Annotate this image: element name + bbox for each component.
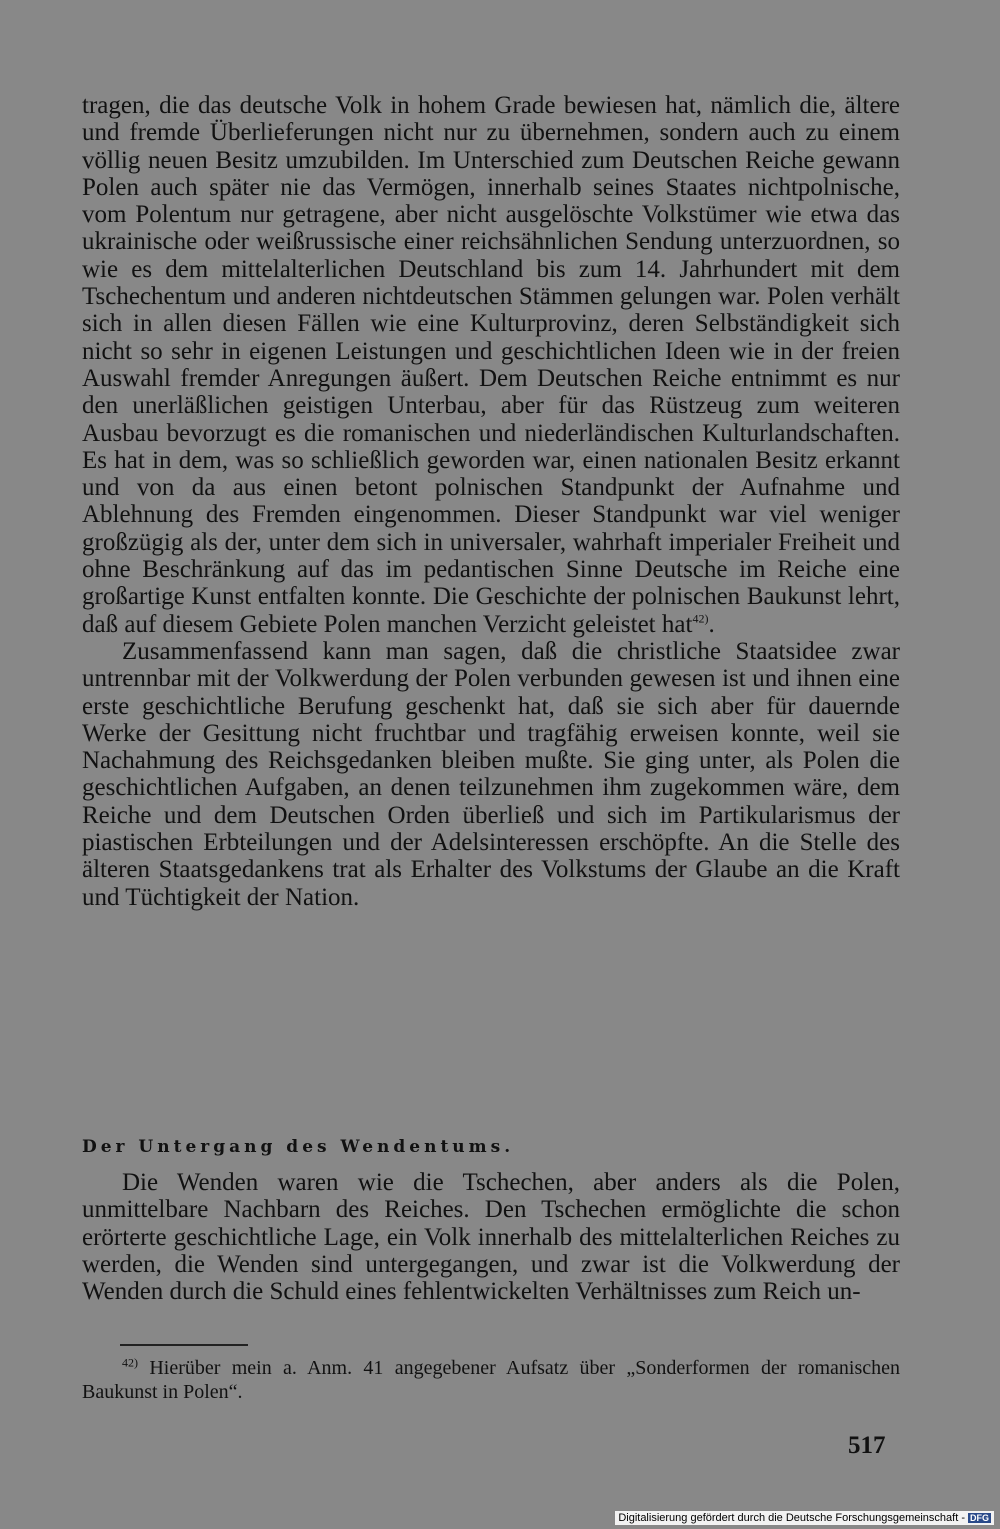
paragraph-1-tail: . bbox=[708, 610, 715, 638]
footnote-divider bbox=[120, 1344, 248, 1346]
footnote-marker: 42) bbox=[122, 1355, 138, 1370]
section-heading: Der Untergang des Wendentums. bbox=[82, 1137, 515, 1157]
footnote-line bbox=[82, 1356, 900, 1404]
paragraph-1-text: tragen, die das deutsche Volk in hohem Grade bewiesen hat, nämlich die, ältere und fremde Überlieferungen nicht nur zu übernehmen, sondern auch zu einem völlig neuen Besitz umzubilden. Im Unterschied zum Deutschen Reiche gewann Polen auch später nie das Vermögen, innerhalb seines Staates nichtpolnische, vom Polentum nur getragene, aber nicht ausgelöschte Volkstümer wie etwa das ukrainische oder weißrussische einer reichsähnlichen Sendung unterzuordnen, so wie es dem mittelalterlichen Deutschland bis zum 14. Jahrhundert mit dem Tschechentum und anderen nichtdeutschen Stämmen gelungen war. Polen verhält sich in allen diesen Fällen wie eine Kulturprovinz, deren Selbständigkeit sich nicht so sehr in eigenen Leistungen und geschichtlichen Ideen wie in der freien Auswahl fremder Anregungen äußert. Dem Deutschen Reiche entnimmt es nur den unerläßlichen geistigen Unterbau, aber für das Rüstzeug zum weiteren Ausbau bevorzugt es die romanischen und niederländischen Kulturlandschaften. Es hat in dem, was so schließlich geworden war, einen nationalen Besitz erkannt und von da aus einen betont polnischen Standpunkt der Aufnahme und Ablehnung des Fremden eingenommen. Dieser Standpunkt war viel weniger großzügig als der, unter dem sich in universaler, wahrhaft imperialer Freiheit und ohne Beschränkung auf das im pedantischen Sinne Deutsche im Reiche eine großartige Kunst entfalten konnte. Die Geschichte der polnischen Baukunst lehrt, daß auf diesem Gebiete Polen manchen Verzicht geleistet hat bbox=[82, 92, 900, 638]
section-paragraph: Die Wenden waren wie die Tschechen, aber anders als die Polen, unmittelbare Nachbarn des Reiches. Den Tschechen ermöglichte die schon erörterte geschichtliche Lage, ein Volk innerhalb des mittelalterlichen Reiches zu werden, die Wenden sind untergegangen, und zwar ist die Volkwerdung der Wenden durch die Schuld eines fehlentwickelten Verhältnisses zum Reich un- bbox=[82, 1169, 900, 1306]
digitization-banner bbox=[615, 1511, 994, 1525]
footnote-reference[interactable]: 42) bbox=[692, 611, 709, 626]
banner-text: Digitalisierung gefördert durch die Deutsche Forschungsgemeinschaft - bbox=[618, 1512, 965, 1524]
dfg-logo-icon: DFG bbox=[970, 1513, 989, 1523]
footnote-text: Hierüber mein a. Anm. 41 angegebener Aufsatz über „Sonderformen der romanischen Baukunst in Polen“. bbox=[82, 1357, 901, 1403]
page-number: 517 bbox=[848, 1432, 886, 1459]
paragraph-2: Zusammenfassend kann man sagen, daß die christliche Staatsidee zwar untrennbar mit der Volkwerdung der Polen verbunden gewesen ist und ihnen eine erste geschichtliche Berufung geschenkt hat, daß sie sich aber für dauernde Werke der Gesittung nicht fruchtbar und tragfähig erweisen konnte, weil sie Nachahmung des Reichsgedanken bleiben mußte. Sie ging unter, als Polen die geschichtlichen Aufgaben, an denen teilzunehmen ihm zugekommen wäre, dem Reiche und dem Deutschen Orden überließ und sich im Partikularismus der piastischen Erbteilungen und der Adelsinteressen erschöpfte. An die Stelle des älteren Staatsgedankens trat als Erhalter des Volkstums der Glaube an die Kraft und Tüchtigkeit der Nation. bbox=[82, 637, 900, 911]
section-body bbox=[82, 1169, 900, 1305]
paragraph-1 bbox=[82, 92, 900, 638]
footnote bbox=[82, 1356, 900, 1404]
body-text bbox=[82, 92, 900, 911]
